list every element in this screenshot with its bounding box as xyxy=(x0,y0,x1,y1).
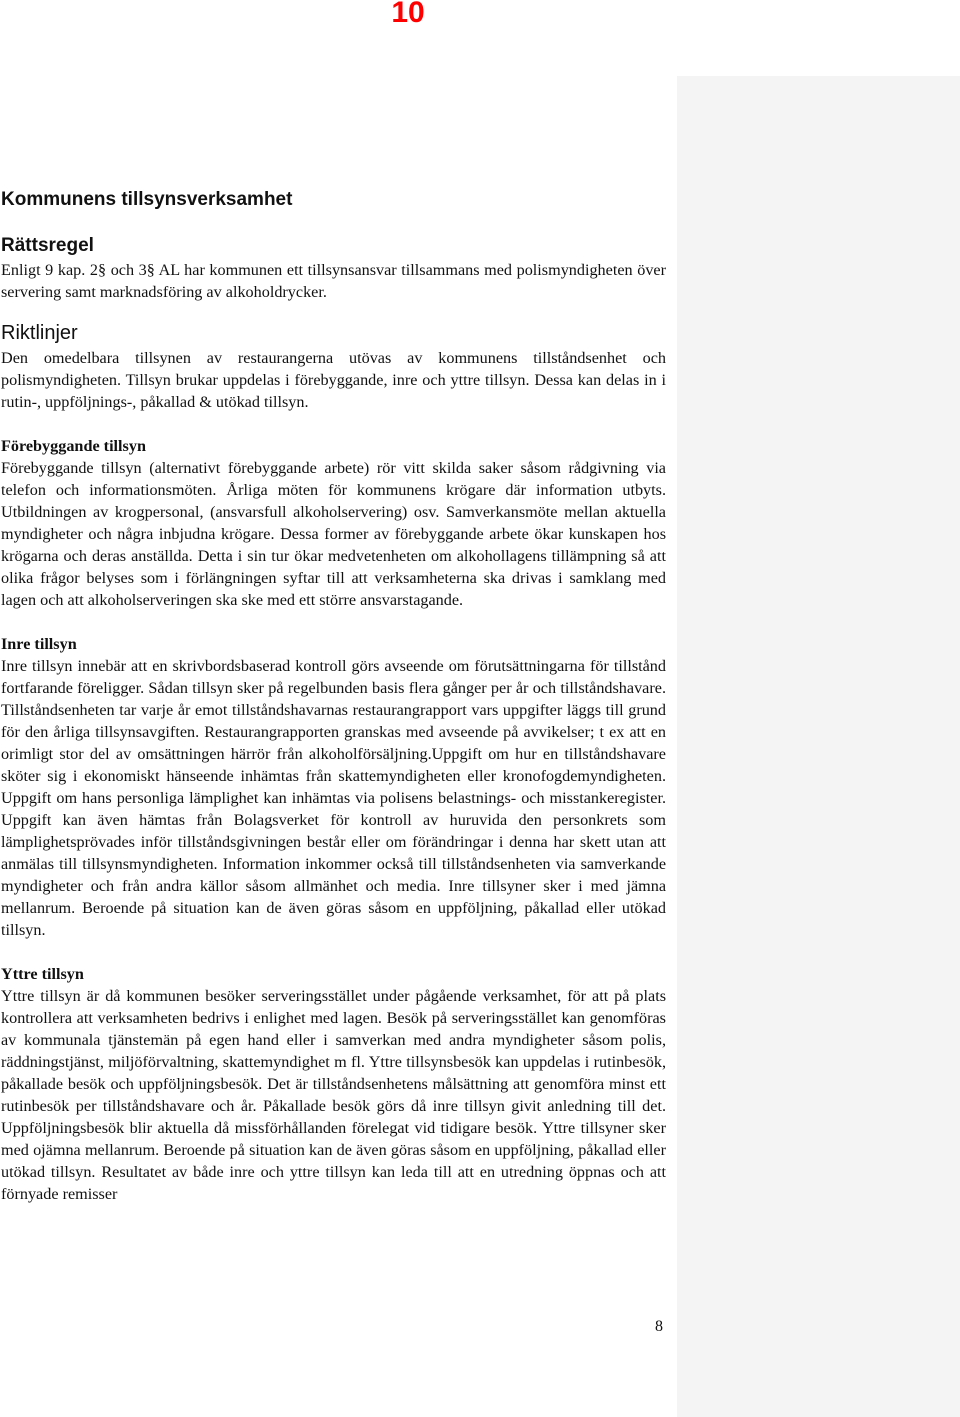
heading-riktlinjer: Riktlinjer xyxy=(1,322,78,344)
section-riktlinjer xyxy=(1,319,666,413)
section-rattsregel xyxy=(1,233,666,303)
heading-inre: Inre tillsyn xyxy=(1,635,77,653)
page-marker-top: 10 xyxy=(391,0,425,29)
section-forebyggande xyxy=(1,435,666,611)
paragraph-forebyggande: Förebyggande tillsyn (alternativt förebyggande arbete) rör vitt skilda saker såsom rådgivning via telefon och informationsmöten. Årliga möten för kommunens krögare där information utbyts. Utbildningen av krogpersonal, (ansvarsfull alkoholservering) osv. Samverkansmöte mellan aktuella myndigheter och några inbjudna krögare. Dessa former av förebyggande arbete ökar kunskapen hos krögarna och deras anställda. Detta i sin tur ökar medvetenheten om alkohollagens tillämpning så att olika frågor belyses som i förlängningen syftar till att verksamheterna ska drivas i samklang med lagen och att alkoholserveringen ska ske med ett större ansvarstagande. xyxy=(1,459,666,609)
section-title: Kommunens tillsynsverksamhet xyxy=(1,189,293,210)
paragraph-rattsregel: Enligt 9 kap. 2§ och 3§ AL har kommunen ett tillsynsansvar tillsammans med polismyndigheten över servering samt marknadsföring av alkoholdrycker. xyxy=(1,261,666,301)
heading-rattsregel: Rättsregel xyxy=(1,235,94,256)
page-number: 8 xyxy=(655,1318,663,1335)
heading-yttre: Yttre tillsyn xyxy=(1,965,84,983)
document-body xyxy=(1,186,666,1205)
section-inre xyxy=(1,633,666,941)
paragraph-yttre: Yttre tillsyn är då kommunen besöker serveringsstället under pågående verksamhet, för att på plats kontrollera att verksamheten bedrivs i enlighet med lagen. Besök på serveringsstället kan genomföras av kommunala tjänstemän på egen hand eller i samverkan med andra myndigheter såsom polis, räddningstjänst, miljöförvaltning, skattemyndighet m fl. Yttre tillsynsbesök kan uppdelas i rutinbesök, påkallade besök och uppföljningsbesök. Det är tillståndsenhetens målsättning att genomföra minst ett rutinbesök per tillståndshavare och år. Påkallade besök görs då inre tillsyn givit anledning till det. Uppföljningsbesök blir aktuella då missförhållanden förelegat vid tidigare besök. Yttre tillsyner sker med ojämna mellanrum. Beroende på situation kan de även göras såsom en uppföljning, påkallad eller utökad tillsyn. Resultatet av både inre och yttre tillsyn kan leda till att en utredning öppnas och att förnyade remisser xyxy=(1,987,666,1203)
heading-forebyggande: Förebyggande tillsyn xyxy=(1,437,146,455)
section-yttre xyxy=(1,963,666,1205)
comment-pane xyxy=(677,76,960,1417)
paragraph-riktlinjer: Den omedelbara tillsynen av restaurangerna utövas av kommunens tillståndsenhet och polismyndigheten. Tillsyn brukar uppdelas i förebyggande, inre och yttre tillsyn. Dessa kan delas in i rutin-, uppföljnings-, påkallad & utökad tillsyn. xyxy=(1,349,666,411)
paragraph-inre: Inre tillsyn innebär att en skrivbordsbaserad kontroll görs avseende om förutsättningarna för tillstånd fortfarande föreligger. Sådan tillsyn sker på regelbunden basis flera gånger per år och tillståndshavare. Tillståndsenheten tar varje år emot tillståndshavarnas restaurangrapport vars uppgifter läggs till grund för den årliga tillsynsavgiften. Restaurangrapporten granskas med avseende på avvikelser; t ex att en orimligt stor del av omsättningen härrör från alkoholförsäljning.Uppgift om hur en tillståndshavare sköter sig i ekonomiskt hänseende inhämtas från skattemyndigheten eller kronofogdemyndigheten. Uppgift om hans personliga lämplighet kan inhämtas via polisens belastnings- och misstankeregister. Uppgift kan även hämtas från Bolagsverket för kontroll av huruvida den personkrets som lämplighetsprövades inför tillståndsgivningen består eller om förändringar i denna har skett utan att anmälas till tillsynsmyndigheten. Information inkommer också till tillståndsenheten via samverkande myndigheter och från andra källor såsom allmänhet och media. Inre tillsyner sker i med jämna mellanrum. Beroende på situation kan de även göras såsom en uppföljning, påkallad eller utökad tillsyn. xyxy=(1,657,666,939)
